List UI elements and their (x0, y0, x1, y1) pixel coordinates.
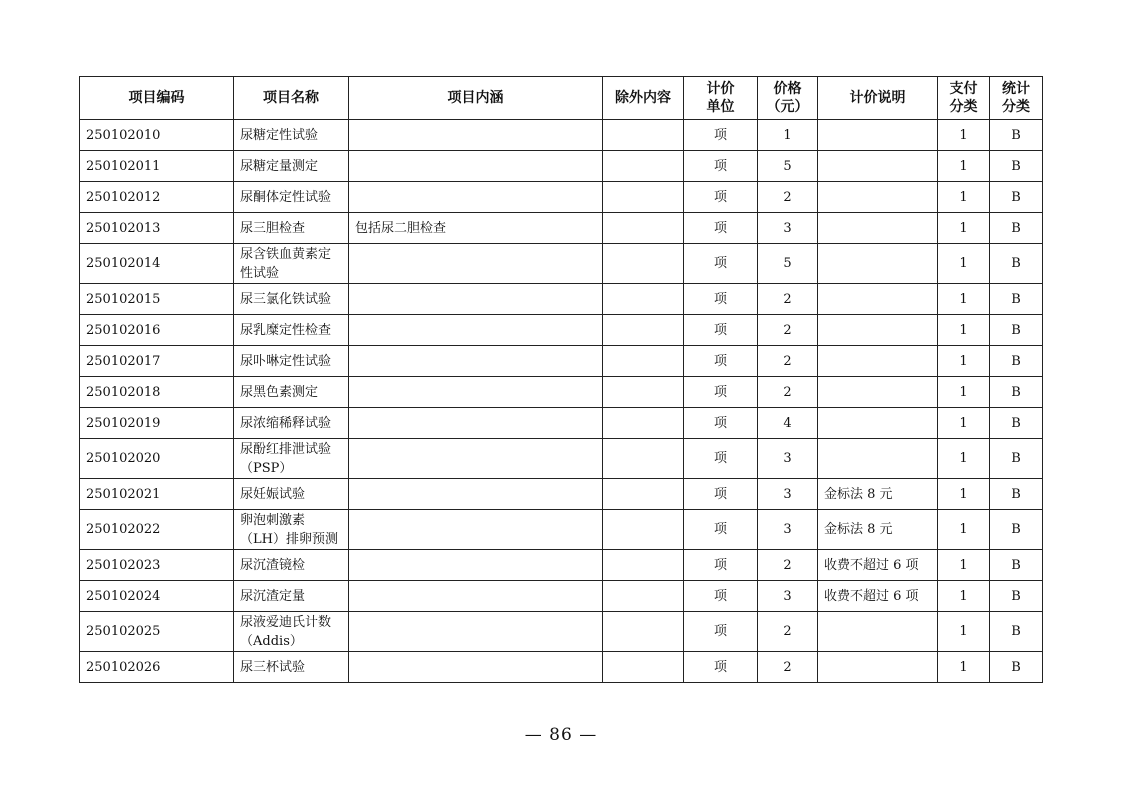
cell-code: 250102021 (80, 479, 234, 510)
cell-stat: B (990, 213, 1043, 244)
cell-exclude (603, 377, 684, 408)
cell-name: 尿黑色素测定 (234, 377, 349, 408)
cell-unit: 项 (684, 408, 758, 439)
cell-note (818, 612, 938, 652)
cell-stat: B (990, 182, 1043, 213)
cell-pay: 1 (938, 581, 990, 612)
table-row (80, 213, 1043, 244)
cell-content (349, 284, 603, 315)
cell-note (818, 439, 938, 479)
cell-note: 收费不超过 6 项 (818, 581, 938, 612)
cell-unit: 项 (684, 244, 758, 284)
cell-pay: 1 (938, 479, 990, 510)
cell-stat: B (990, 151, 1043, 182)
cell-name: 卵泡刺激素（LH）排卵预测 (234, 510, 349, 550)
cell-code: 250102023 (80, 550, 234, 581)
cell-code: 250102020 (80, 439, 234, 479)
cell-note: 金标法 8 元 (818, 510, 938, 550)
cell-unit: 项 (684, 479, 758, 510)
table-row (80, 151, 1043, 182)
cell-price: 2 (758, 612, 818, 652)
cell-note (818, 284, 938, 315)
cell-code: 250102019 (80, 408, 234, 439)
cell-pay: 1 (938, 550, 990, 581)
cell-pay: 1 (938, 652, 990, 683)
cell-code: 250102025 (80, 612, 234, 652)
cell-price: 2 (758, 377, 818, 408)
cell-content (349, 377, 603, 408)
cell-unit: 项 (684, 213, 758, 244)
cell-name: 尿糖定性试验 (234, 120, 349, 151)
page-number: — 86 — (524, 725, 598, 745)
cell-exclude (603, 315, 684, 346)
table-row (80, 244, 1043, 284)
cell-exclude (603, 439, 684, 479)
cell-note (818, 652, 938, 683)
table-row (80, 581, 1043, 612)
header-cell-note: 计价说明 (818, 77, 938, 120)
cell-note (818, 213, 938, 244)
cell-exclude (603, 479, 684, 510)
cell-stat: B (990, 377, 1043, 408)
cell-exclude (603, 213, 684, 244)
cell-unit: 项 (684, 652, 758, 683)
cell-pay: 1 (938, 346, 990, 377)
cell-price: 2 (758, 550, 818, 581)
cell-exclude (603, 346, 684, 377)
cell-name: 尿酮体定性试验 (234, 182, 349, 213)
cell-pay: 1 (938, 182, 990, 213)
cell-unit: 项 (684, 315, 758, 346)
cell-content (349, 151, 603, 182)
cell-code: 250102011 (80, 151, 234, 182)
cell-price: 2 (758, 182, 818, 213)
cell-unit: 项 (684, 182, 758, 213)
cell-note (818, 408, 938, 439)
cell-price: 3 (758, 213, 818, 244)
table-header-row (80, 77, 1043, 120)
cell-name: 尿含铁血黄素定性试验 (234, 244, 349, 284)
cell-name: 尿糖定量测定 (234, 151, 349, 182)
cell-name: 尿卟啉定性试验 (234, 346, 349, 377)
cell-content (349, 439, 603, 479)
cell-note: 金标法 8 元 (818, 479, 938, 510)
cell-unit: 项 (684, 439, 758, 479)
cell-exclude (603, 408, 684, 439)
cell-code: 250102018 (80, 377, 234, 408)
cell-stat: B (990, 479, 1043, 510)
cell-content (349, 346, 603, 377)
cell-note (818, 346, 938, 377)
cell-stat: B (990, 612, 1043, 652)
cell-exclude (603, 550, 684, 581)
table-row (80, 612, 1043, 652)
cell-price: 2 (758, 284, 818, 315)
cell-pay: 1 (938, 284, 990, 315)
cell-pay: 1 (938, 408, 990, 439)
cell-code: 250102013 (80, 213, 234, 244)
cell-price: 2 (758, 346, 818, 377)
cell-price: 3 (758, 479, 818, 510)
cell-unit: 项 (684, 284, 758, 315)
cell-stat: B (990, 284, 1043, 315)
cell-unit: 项 (684, 346, 758, 377)
cell-price: 5 (758, 151, 818, 182)
cell-unit: 项 (684, 377, 758, 408)
cell-code: 250102015 (80, 284, 234, 315)
cell-code: 250102014 (80, 244, 234, 284)
cell-pay: 1 (938, 213, 990, 244)
cell-content (349, 182, 603, 213)
cell-code: 250102022 (80, 510, 234, 550)
cell-note (818, 182, 938, 213)
cell-unit: 项 (684, 550, 758, 581)
cell-pay: 1 (938, 244, 990, 284)
table-row (80, 284, 1043, 315)
cell-price: 2 (758, 315, 818, 346)
cell-note (818, 151, 938, 182)
table-row (80, 550, 1043, 581)
cell-content (349, 408, 603, 439)
cell-unit: 项 (684, 612, 758, 652)
cell-name: 尿三杯试验 (234, 652, 349, 683)
cell-price: 3 (758, 510, 818, 550)
cell-exclude (603, 284, 684, 315)
cell-content (349, 510, 603, 550)
cell-content (349, 550, 603, 581)
cell-unit: 项 (684, 120, 758, 151)
table-row (80, 652, 1043, 683)
table-row (80, 408, 1043, 439)
cell-stat: B (990, 510, 1043, 550)
cell-stat: B (990, 315, 1043, 346)
cell-exclude (603, 244, 684, 284)
cell-content (349, 120, 603, 151)
table-row (80, 346, 1043, 377)
cell-name: 尿酚红排泄试验（PSP） (234, 439, 349, 479)
fee-table (79, 76, 1043, 683)
cell-name: 尿三氯化铁试验 (234, 284, 349, 315)
table-row (80, 182, 1043, 213)
table-body (80, 120, 1043, 683)
cell-exclude (603, 510, 684, 550)
cell-exclude (603, 182, 684, 213)
header-cell-unit: 计价 单位 (684, 77, 758, 120)
cell-unit: 项 (684, 510, 758, 550)
header-cell-exclude: 除外内容 (603, 77, 684, 120)
header-cell-stat: 统计 分类 (990, 77, 1043, 120)
cell-code: 250102012 (80, 182, 234, 213)
cell-pay: 1 (938, 120, 990, 151)
cell-name: 尿乳糜定性检查 (234, 315, 349, 346)
table-row (80, 439, 1043, 479)
cell-stat: B (990, 439, 1043, 479)
cell-content (349, 315, 603, 346)
cell-stat: B (990, 120, 1043, 151)
header-cell-price: 价格 （元） (758, 77, 818, 120)
cell-price: 3 (758, 439, 818, 479)
cell-pay: 1 (938, 315, 990, 346)
table-row (80, 315, 1043, 346)
cell-price: 2 (758, 652, 818, 683)
cell-note (818, 315, 938, 346)
cell-stat: B (990, 408, 1043, 439)
cell-stat: B (990, 581, 1043, 612)
header-cell-content: 项目内涵 (349, 77, 603, 120)
cell-content (349, 479, 603, 510)
cell-code: 250102010 (80, 120, 234, 151)
cell-note (818, 377, 938, 408)
header-cell-code: 项目编码 (80, 77, 234, 120)
cell-exclude (603, 581, 684, 612)
cell-exclude (603, 151, 684, 182)
cell-pay: 1 (938, 377, 990, 408)
cell-price: 5 (758, 244, 818, 284)
cell-price: 4 (758, 408, 818, 439)
cell-name: 尿沉渣镜检 (234, 550, 349, 581)
cell-pay: 1 (938, 510, 990, 550)
cell-price: 3 (758, 581, 818, 612)
cell-name: 尿液爱迪氏计数（Addis） (234, 612, 349, 652)
cell-name: 尿沉渣定量 (234, 581, 349, 612)
cell-stat: B (990, 550, 1043, 581)
cell-code: 250102017 (80, 346, 234, 377)
cell-note (818, 244, 938, 284)
cell-exclude (603, 120, 684, 151)
cell-content: 包括尿二胆检查 (349, 213, 603, 244)
cell-stat: B (990, 652, 1043, 683)
cell-unit: 项 (684, 151, 758, 182)
cell-pay: 1 (938, 151, 990, 182)
cell-pay: 1 (938, 612, 990, 652)
cell-exclude (603, 612, 684, 652)
cell-price: 1 (758, 120, 818, 151)
cell-content (349, 581, 603, 612)
cell-note: 收费不超过 6 项 (818, 550, 938, 581)
cell-name: 尿三胆检查 (234, 213, 349, 244)
cell-unit: 项 (684, 581, 758, 612)
table-row (80, 120, 1043, 151)
table-row (80, 377, 1043, 408)
cell-name: 尿浓缩稀释试验 (234, 408, 349, 439)
cell-pay: 1 (938, 439, 990, 479)
cell-content (349, 652, 603, 683)
table-row (80, 510, 1043, 550)
header-cell-name: 项目名称 (234, 77, 349, 120)
cell-content (349, 244, 603, 284)
cell-content (349, 612, 603, 652)
cell-exclude (603, 652, 684, 683)
cell-note (818, 120, 938, 151)
cell-stat: B (990, 244, 1043, 284)
table-row (80, 479, 1043, 510)
cell-stat: B (990, 346, 1043, 377)
cell-code: 250102026 (80, 652, 234, 683)
header-cell-pay: 支付 分类 (938, 77, 990, 120)
cell-code: 250102016 (80, 315, 234, 346)
cell-name: 尿妊娠试验 (234, 479, 349, 510)
cell-code: 250102024 (80, 581, 234, 612)
